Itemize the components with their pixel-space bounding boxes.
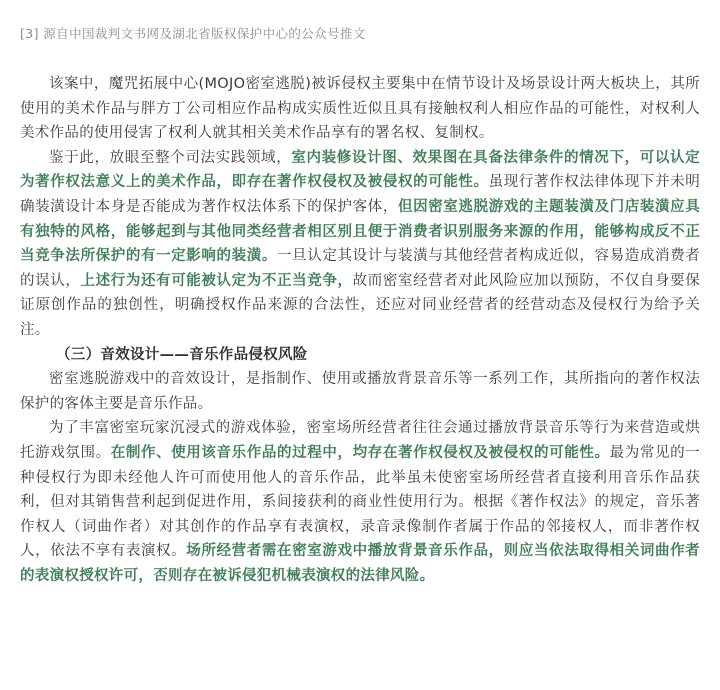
emphasized-text: 上述行为还有可能被认定为不正当竞争， [80, 272, 353, 289]
body-text-run: 虽现行著作权法律体现下并未明确装潢设计本身是否能成为著作权法体系下的保护客体， [20, 174, 701, 215]
body-text-run: 最为常见的一种侵权行为即未经他人许可而使用他人的音乐作品，此举虽未使密室场所经营者直接利用音乐作品获利，但对其销售营利起到促进作用，系间接获利的商业性使用行为。根据《著作权法》的规定，音乐著作权人（词曲作者）对其创作的作品享有表演权，录音录像制作者属于作品的邻接权人，而非著作权人，依法不享有表演权。 [20, 444, 700, 560]
article-body [20, 72, 700, 588]
body-text-run: 密室逃脱游戏中的音效设计，是指制作、使用或播放背景音乐等一系列工作，其所指向的著作权法保护的客体主要是音乐作品。 [20, 371, 700, 412]
emphasized-text: 场所经营者需在密室游戏中播放背景音乐作品，则应当依法取得相关词曲作者的表演权授权许可，否则存在被诉侵犯机械表演权的法律风险。 [20, 543, 700, 584]
paragraph-music-infringement-risk [20, 416, 700, 588]
emphasized-text: 在制作、使用该音乐作品的过程中，均存在著作权侵权及被侵权的可能性。 [110, 444, 610, 461]
source-footnote: [3] 源自中国裁判文书网及湖北省版权保护中心的公众号推文 [20, 26, 366, 41]
emphasized-text: 但因密室逃脱游戏的主题装潢及门店装潢应具有独特的风格，能够起到与其他同类经营者相区别且便于消费者识别服务来源的作用，能够构成反不正当竞争法所保护的有一定影响的装潢。 [20, 198, 700, 265]
body-text-run: 该案中，魔咒拓展中心(MOJO密室逃脱)被诉侵权主要集中在情节设计及场景设计两大板块上，其所使用的美术作品与胖方丁公司相应作品构成实质性近似且具有接触权利人相应作品的可能性，对权利人美术作品的使用侵害了权利人就其相关美术作品享有的署名权、复制权。 [20, 76, 700, 142]
body-text-run: 一旦认定其设计与装潢与其他经营者构成近似，容易造成消费者的误认， [20, 248, 700, 289]
paragraph-decoration-risk [20, 146, 700, 343]
body-text-run: 故而密室经营者对此风险应加以预防，不仅自身要保证原创作品的独创性，明确授权作品来源的合法性，还应对同业经营者的经营动态及侵权行为给予关注。 [20, 272, 700, 338]
body-text-run: 鉴于此，放眼至整个司法实践领域， [49, 149, 292, 166]
section-heading-sound-design: （三）音效设计——音乐作品侵权风险 [56, 346, 308, 363]
body-text-run: 为了丰富密室玩家沉浸式的游戏体验，密室场所经营者往往会通过播放背景音乐等行为来营造或烘托游戏氛围。 [20, 420, 700, 461]
emphasized-text: 室内装修设计图、效果图在具备法律条件的情况下，可以认定为著作权法意义上的美术作品，即存在著作权侵权及被侵权的可能性。 [20, 149, 700, 191]
paragraph-case-summary [20, 72, 700, 146]
paragraph-sound-design-definition [20, 367, 700, 416]
